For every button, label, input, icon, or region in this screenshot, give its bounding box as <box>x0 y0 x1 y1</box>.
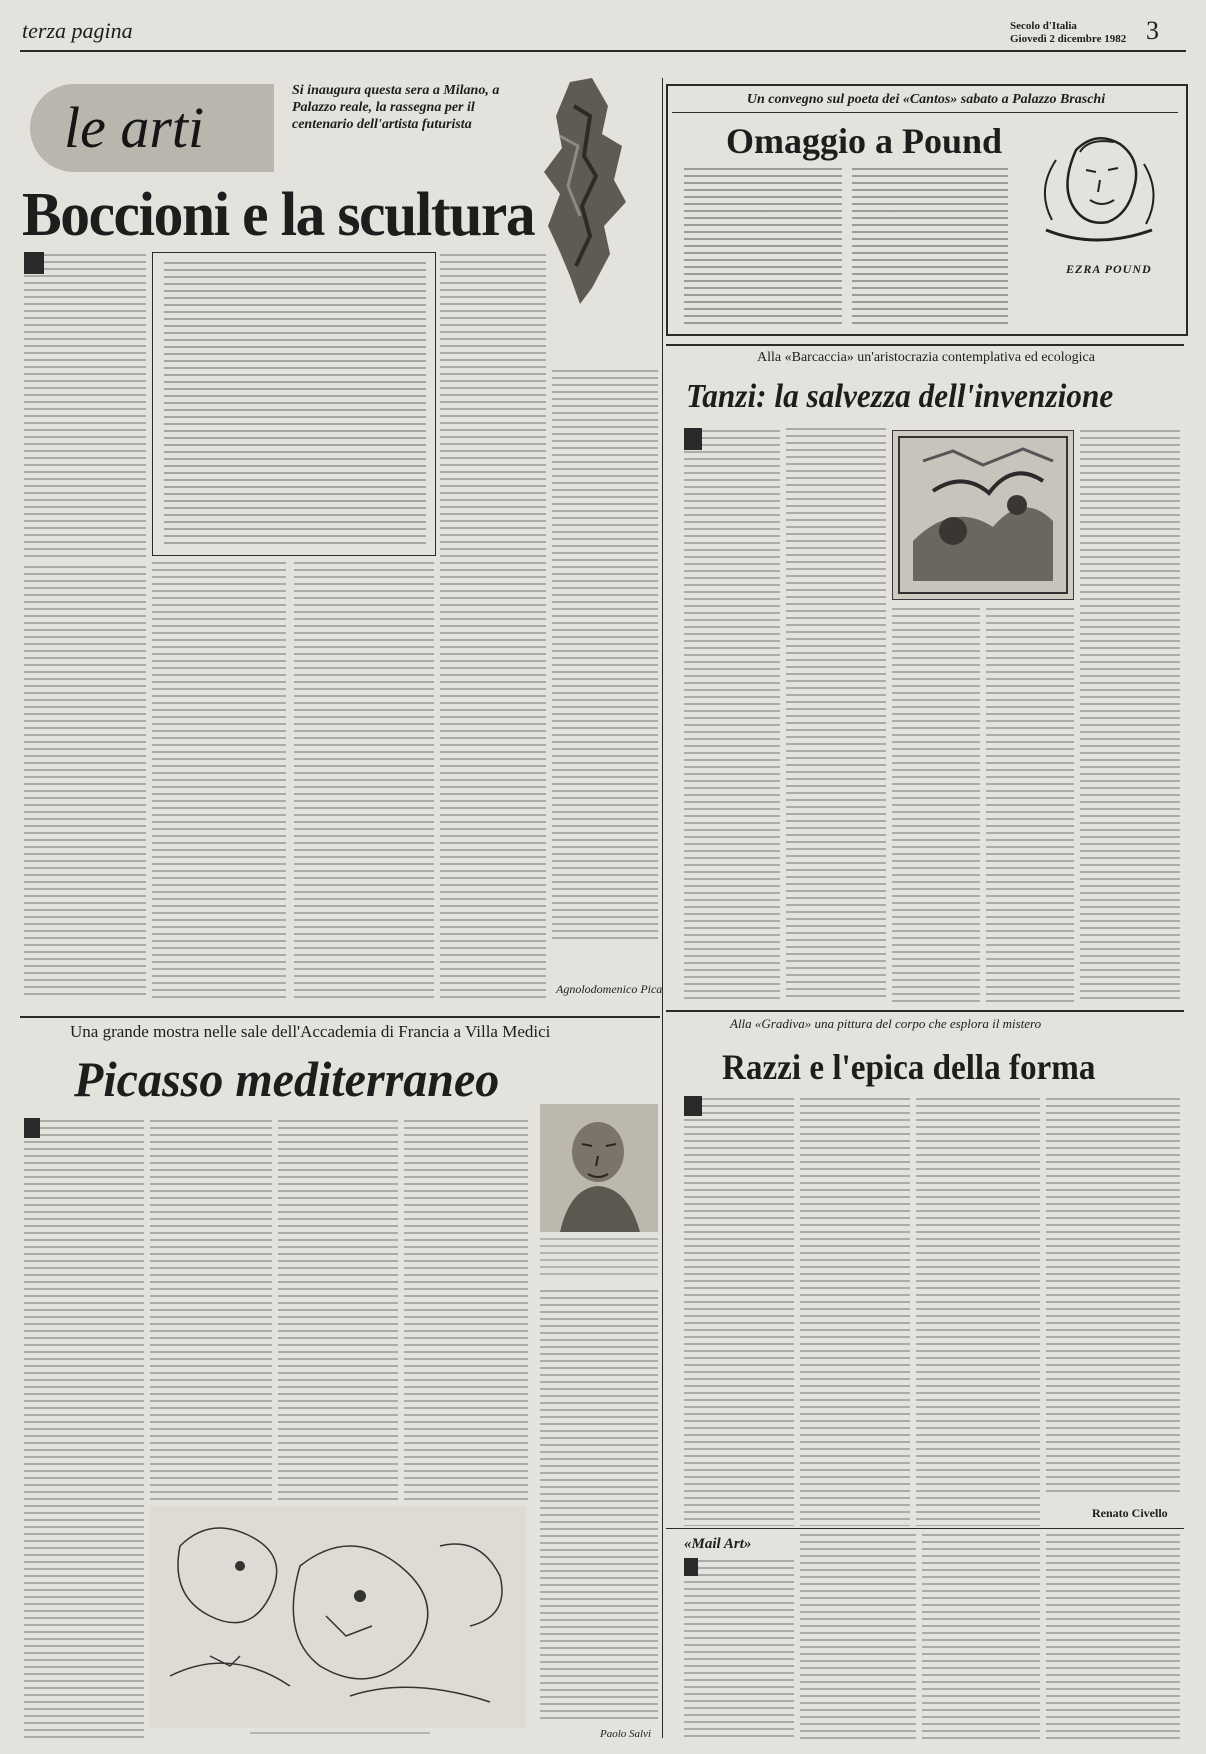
picasso-body-col3 <box>278 1120 398 1500</box>
razzi-body-col3 <box>916 1098 1040 1526</box>
pound-body-col1 <box>684 168 842 324</box>
boccioni-intro-text <box>164 262 426 546</box>
boccioni-body-col1 <box>24 254 146 558</box>
razzi-top-rule <box>666 1010 1184 1012</box>
page-number: 3 <box>1146 16 1159 45</box>
boccioni-body-col5 <box>552 370 658 940</box>
boccioni-body-col1b <box>24 566 146 998</box>
boccioni-body-col4 <box>440 254 546 998</box>
razzi-body-col1 <box>684 1098 794 1526</box>
picasso-photo-caption <box>540 1238 658 1278</box>
tanzi-headline: Tanzi: la salvezza dell'invenzione <box>686 378 1114 415</box>
pound-headline: Omaggio a Pound <box>726 121 1003 161</box>
header-rule <box>20 50 1186 52</box>
tanzi-body-col4 <box>986 608 1074 1004</box>
boccioni-body-col3 <box>294 562 434 998</box>
pound-body-col2 <box>852 168 1008 324</box>
mail-art-body-col3 <box>922 1534 1040 1740</box>
picasso-drawing-caption <box>250 1732 430 1738</box>
tanzi-body-col3 <box>892 608 980 1004</box>
boccioni-sculpture-photo <box>530 76 640 306</box>
mail-art-headline: «Mail Art» <box>684 1536 752 1552</box>
picasso-portrait-photo <box>540 1104 658 1232</box>
pound-kicker-rule <box>672 112 1178 113</box>
pound-kicker: Un convegno sul poeta dei «Cantos» sabato a Palazzo Braschi <box>746 92 1106 107</box>
boccioni-body-col2 <box>152 562 286 998</box>
picasso-body-col4 <box>404 1120 528 1500</box>
mail-art-body-col4 <box>1046 1534 1180 1740</box>
tanzi-artwork-image <box>892 430 1074 600</box>
pound-sketch-portrait <box>1016 130 1176 256</box>
mail-art-body-col1 <box>684 1560 794 1740</box>
picasso-byline: Paolo Salvi <box>600 1728 652 1740</box>
razzi-kicker: Alla «Gradiva» una pittura del corpo che esplora il mistero <box>730 1016 1042 1031</box>
tanzi-body-col1 <box>684 430 780 1004</box>
tanzi-kicker: Alla «Barcaccia» un'aristocrazia contemplativa ed ecologica <box>757 350 1095 365</box>
razzi-body-col2 <box>800 1098 910 1526</box>
section-label: terza pagina <box>22 18 133 43</box>
picasso-headline: Picasso mediterraneo <box>74 1051 500 1107</box>
paper-name: Secolo d'Italia <box>1010 20 1077 32</box>
razzi-body-col4 <box>1046 1098 1180 1492</box>
razzi-byline: Renato Civello <box>1092 1506 1168 1520</box>
mail-art-body-col2 <box>800 1534 916 1740</box>
picasso-body-col2 <box>150 1120 272 1500</box>
main-column-divider <box>662 78 663 1738</box>
mail-art-top-rule <box>666 1528 1184 1529</box>
picasso-body-col1 <box>24 1120 144 1738</box>
picasso-sketch-drawing <box>150 1506 526 1728</box>
boccioni-byline: Agnolodomenico Pica <box>556 982 663 996</box>
tanzi-body-col5 <box>1080 430 1180 1004</box>
boccioni-kicker: Si inaugura questa sera a Milano, a Palazzo reale, la rassegna per il centenario dell'artista futurista <box>292 83 500 132</box>
issue-date: Giovedì 2 dicembre 1982 <box>1010 33 1127 45</box>
picasso-body-col5 <box>540 1290 658 1720</box>
boccioni-headline: Boccioni e la scultura <box>22 181 535 249</box>
tanzi-body-col2 <box>786 428 886 1002</box>
picasso-top-rule <box>20 1016 660 1018</box>
tanzi-top-rule <box>666 344 1184 346</box>
pound-sketch-signature: EZRA POUND <box>1066 262 1152 276</box>
razzi-headline: Razzi e l'epica della forma <box>722 1047 1096 1087</box>
picasso-kicker: Una grande mostra nelle sale dell'Accademia di Francia a Villa Medici <box>70 1022 551 1041</box>
le-arti-tag: le arti <box>64 95 205 160</box>
